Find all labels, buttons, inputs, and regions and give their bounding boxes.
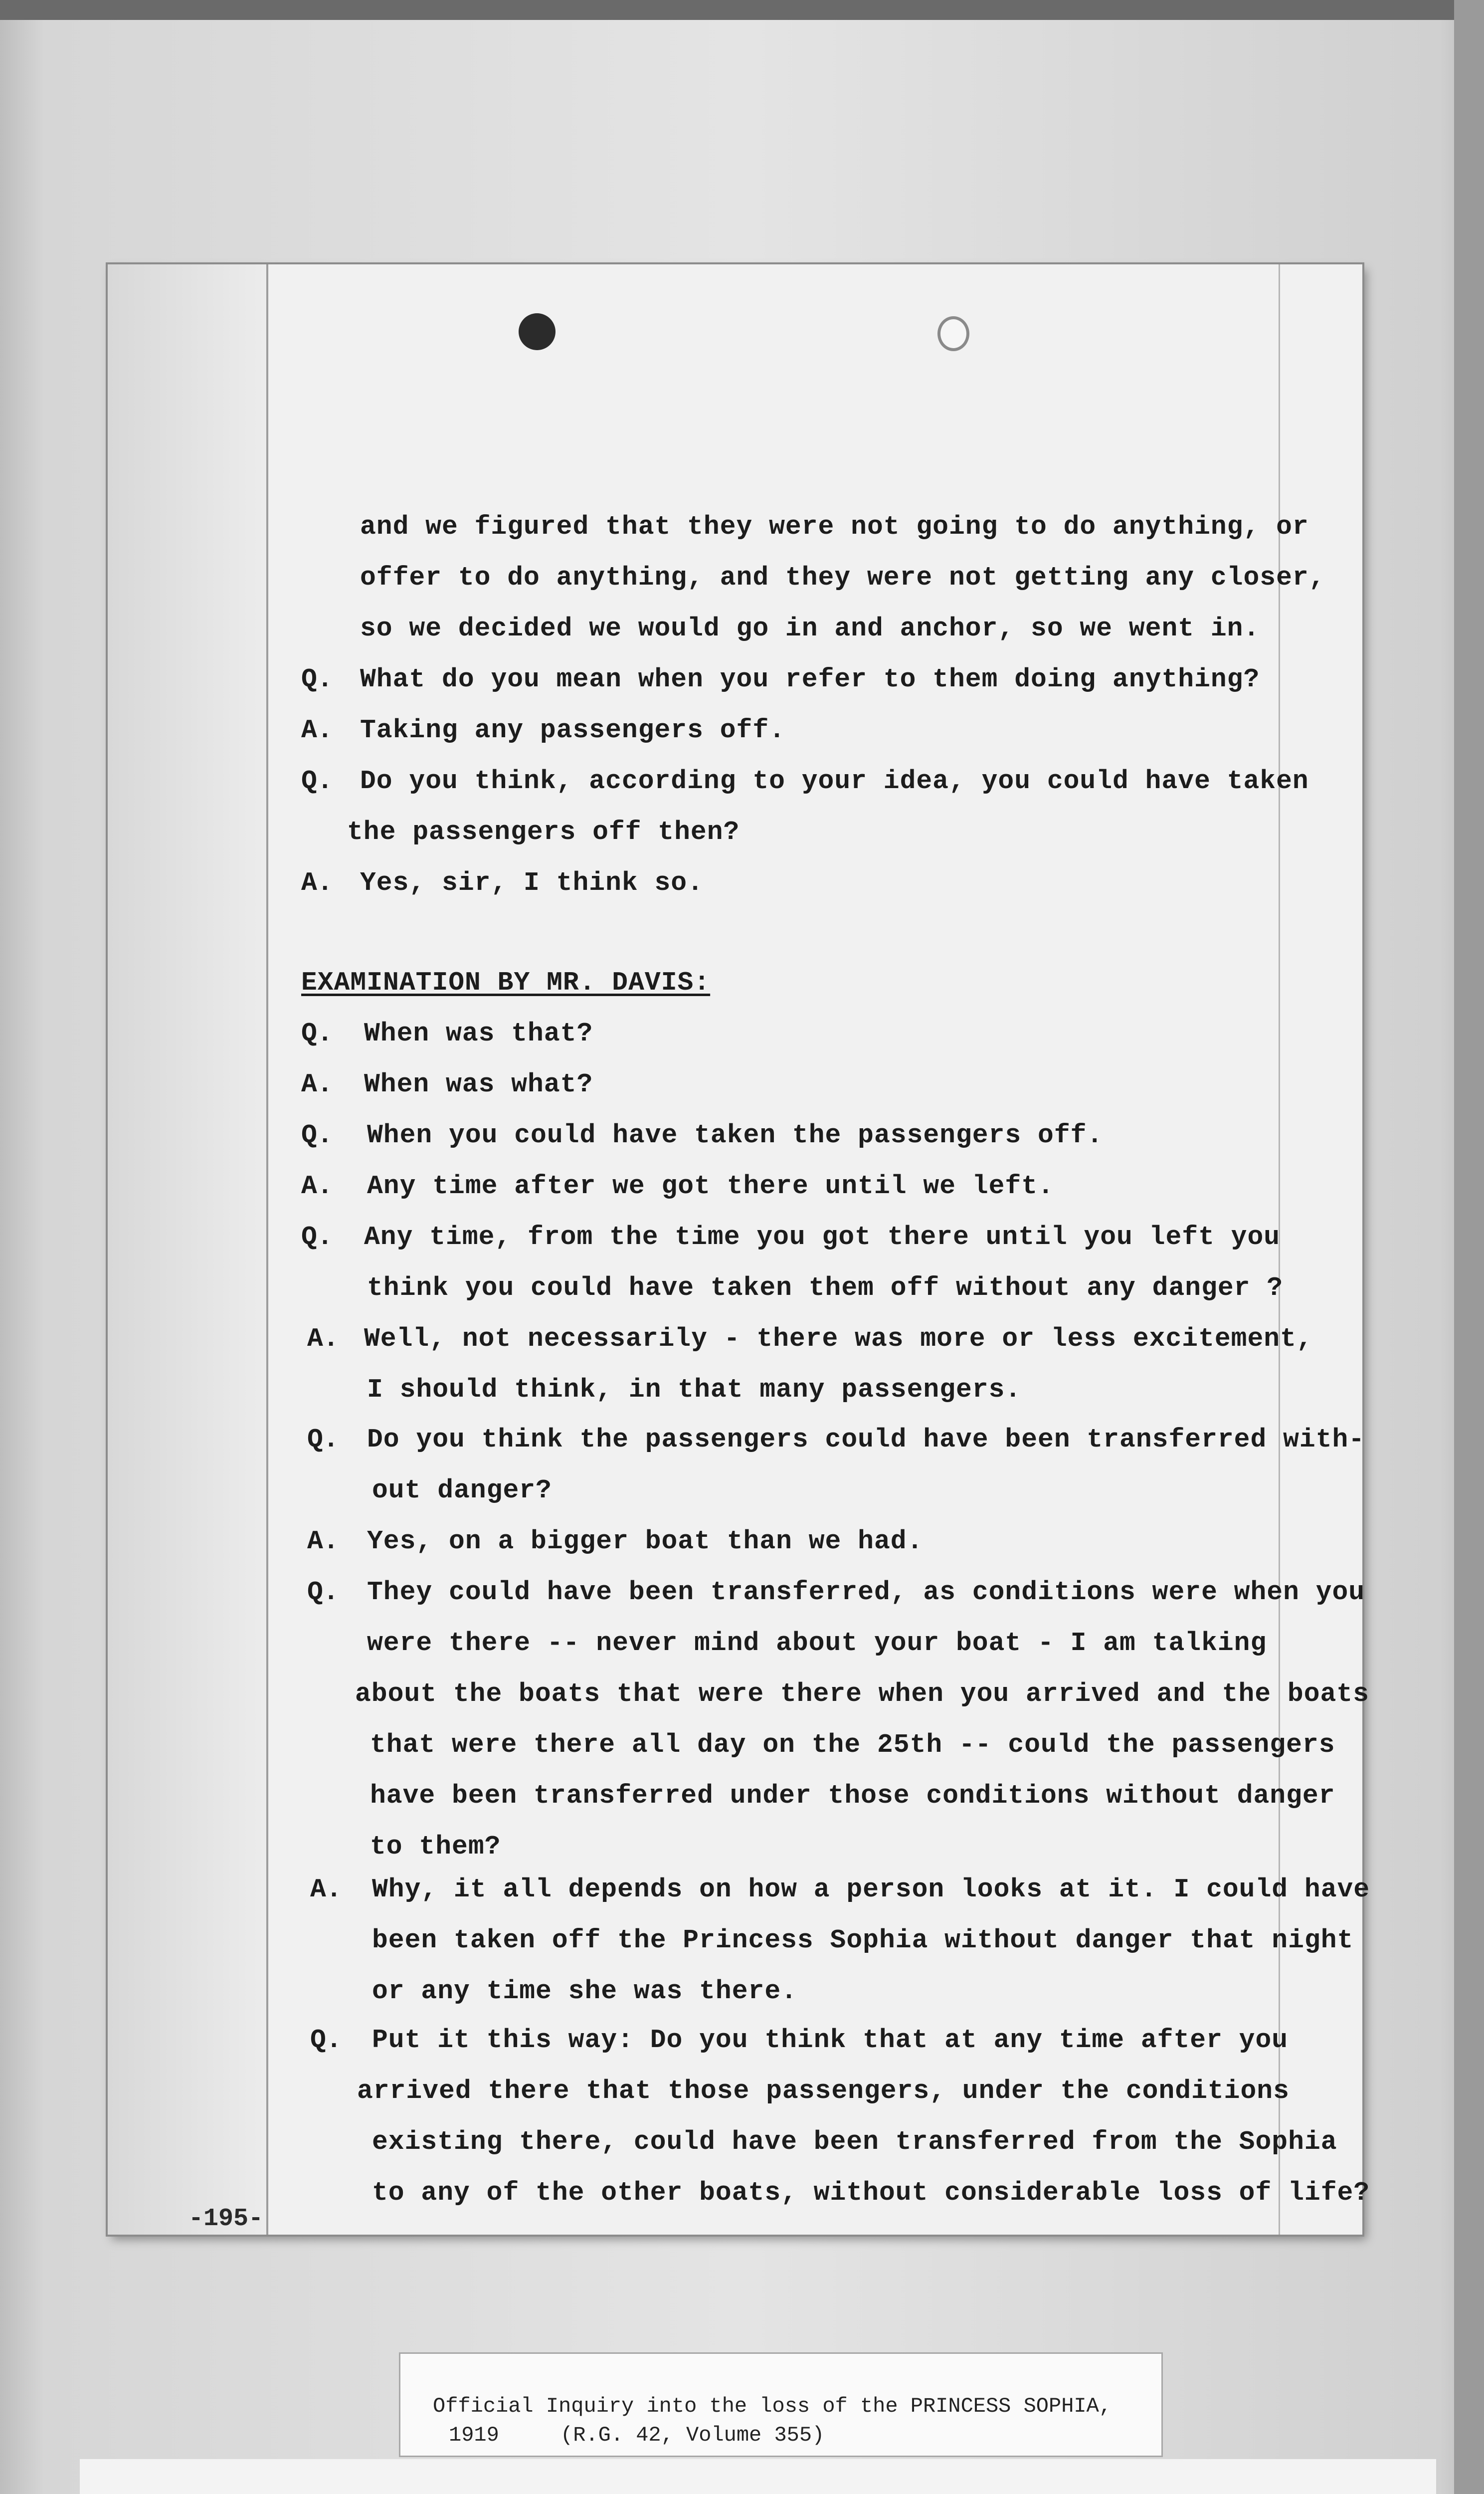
speaker-label: Q. [301, 664, 333, 694]
caption-year: 1919 [449, 2423, 499, 2447]
transcript-line: When was that? [364, 1019, 593, 1048]
transcript-line: What do you mean when you refer to them doing anything? [360, 664, 1260, 694]
speaker-label: A. [301, 1171, 333, 1201]
transcript-line: Do you think, according to your idea, you could have taken [360, 766, 1309, 796]
transcript-line: think you could have taken them off without any danger ? [367, 1273, 1284, 1303]
speaker-label: Q. [310, 2025, 342, 2055]
section-heading: EXAMINATION BY MR. DAVIS: [301, 968, 711, 998]
transcript-line: Yes, on a bigger boat than we had. [367, 1526, 924, 1556]
transcript-line: arrived there that those passengers, under the conditions [357, 2076, 1290, 2106]
transcript-line: Yes, sir, I think so. [360, 868, 704, 898]
caption-title: Official Inquiry into the loss of the PRINCESS SOPHIA, [433, 2394, 1112, 2418]
speaker-label: Q. [307, 1577, 339, 1607]
transcript-line: Well, not necessarily - there was more or less excitement, [364, 1324, 1313, 1354]
transcript-line: or any time she was there. [372, 1976, 797, 2006]
speaker-label: Q. [301, 766, 333, 796]
transcript-line: offer to do anything, and they were not getting any closer, [360, 563, 1325, 593]
transcript-line: Why, it all depends on how a person looks at it. I could have [372, 1874, 1370, 1904]
speaker-label: A. [307, 1526, 339, 1556]
transcript-line: Taking any passengers off. [360, 715, 785, 745]
transcript-line: have been transferred under those conditions without danger [370, 1781, 1335, 1811]
transcript-line: Put it this way: Do you think that at any time after you [372, 2025, 1289, 2055]
speaker-label: A. [307, 1324, 339, 1354]
transcript-line: Do you think the passengers could have been transferred with- [367, 1425, 1365, 1455]
margin-rule [266, 264, 268, 2235]
transcript-line: to them? [370, 1832, 501, 1862]
speaker-label: Q. [301, 1120, 333, 1150]
transcript-line: When was what? [364, 1069, 593, 1099]
transcript-line: out danger? [372, 1475, 552, 1505]
transcript-line: I should think, in that many passengers. [367, 1375, 1022, 1405]
transcript-line: been taken off the Princess Sophia without danger that night [372, 1925, 1354, 1955]
caption-reference: (R.G. 42, Volume 355) [560, 2423, 825, 2447]
transcript-line: that were there all day on the 25th -- could the passengers [370, 1730, 1335, 1760]
transcript-line: so we decided we would go in and anchor, so we went in. [360, 614, 1260, 643]
speaker-label: Q. [301, 1019, 333, 1048]
speaker-label: Q. [307, 1425, 339, 1455]
transcript-line: about the boats that were there when you arrived and the boats [355, 1679, 1369, 1709]
left-margin-shade [108, 264, 266, 2235]
punch-hole-filled [519, 313, 556, 350]
transcript-line: They could have been transferred, as conditions were when you [367, 1577, 1365, 1607]
archive-card [80, 2459, 1436, 2494]
speaker-label: A. [301, 1069, 333, 1099]
transcript-line: Any time, from the time you got there until you left you [364, 1222, 1281, 1252]
top-edge-strip [0, 0, 1484, 20]
transcript-line: to any of the other boats, without considerable loss of life? [372, 2178, 1370, 2208]
transcript-line: the passengers off then? [347, 817, 740, 847]
transcript-line: When you could have taken the passengers off. [367, 1120, 1104, 1150]
page-number: -195- [188, 2205, 264, 2233]
punch-hole-open [937, 316, 969, 351]
speaker-label: A. [301, 715, 333, 745]
speaker-label: Q. [301, 1222, 333, 1252]
transcript-line: existing there, could have been transferred from the Sophia [372, 2127, 1337, 2157]
transcript-line: Any time after we got there until we left. [367, 1171, 1054, 1201]
transcript-line: were there -- never mind about your boat - I am talking [367, 1628, 1267, 1658]
speaker-label: A. [301, 868, 333, 898]
transcript-line: and we figured that they were not going to do anything, or [360, 512, 1309, 542]
speaker-label: A. [310, 1874, 342, 1904]
right-edge-strip [1454, 0, 1484, 2494]
